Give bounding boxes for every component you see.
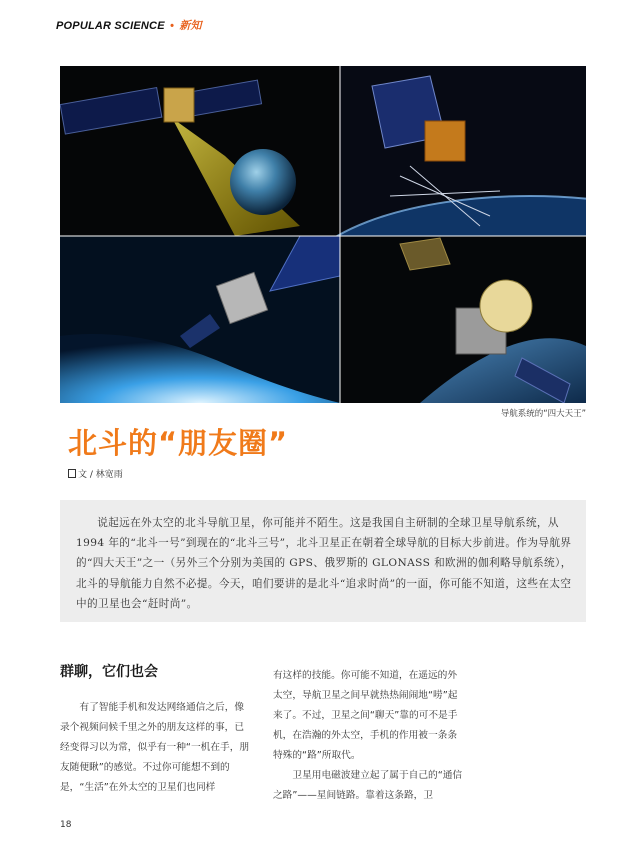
right-paragraph-1: 有这样的技能。你可能不知道，在遥远的外太空，导航卫星之间早就热热闹闹地“唠”起来了。不过，卫星之间“聊天”靠的可不是手机，在浩瀚的外太空，手机的作用被一条条特殊的“路”所取代。 [273, 670, 458, 761]
byline-box-icon [68, 469, 76, 478]
page-number: 18 [60, 820, 72, 830]
right-paragraph-2: 卫星用电磁波建立起了属于自己的“通信之路”——星间链路。靠着这条路，卫 [273, 770, 463, 801]
image-caption: 导航系统的“四大天王” [500, 409, 586, 419]
article-title: 北斗的“朋友圈” [68, 426, 289, 460]
magazine-name: POPULAR SCIENCE [56, 20, 165, 32]
hero-image-collage [60, 66, 586, 403]
intro-box [60, 500, 586, 622]
running-header [56, 17, 202, 33]
left-column [60, 660, 250, 798]
satellite-illustrations [60, 66, 586, 403]
header-separator: • [170, 20, 175, 32]
byline [68, 467, 123, 480]
right-column [273, 666, 463, 806]
section-name: 新知 [179, 20, 202, 32]
left-paragraph: 有了智能手机和发达网络通信之后，像录个视频问候千里之外的朋友这样的事，已经变得习以为常，似乎有一种“一机在手，朋友随便瞅”的感觉。不过你可能想不到的是，“生活”在外太空的卫星们也同样 [60, 702, 250, 793]
byline-text: 文 / 林宽雨 [78, 470, 123, 480]
section-heading: 群聊，它们也会 [60, 664, 158, 680]
panel-top-left [60, 66, 340, 236]
panel-bottom-left [60, 236, 340, 403]
panel-bottom-right [340, 236, 586, 403]
intro-paragraph: 说起远在外太空的北斗导航卫星，你可能并不陌生。这是我国自主研制的全球卫星导航系统，从 1994 年的“北斗一号”到现在的“北斗三号”，北斗卫星正在朝着全球导航的目标大步前进。作为导航界的“四大天王”之一（另外三个分别为美国的 GPS、俄罗斯的 GLONASS 和欧洲的伽利略导航系统），北斗的导航能力自然不必提。今天，咱们要讲的是北斗“追求时尚”的一面，你可能不知道，这些在太空中的卫星也会“赶时尚”。 [76, 517, 572, 610]
